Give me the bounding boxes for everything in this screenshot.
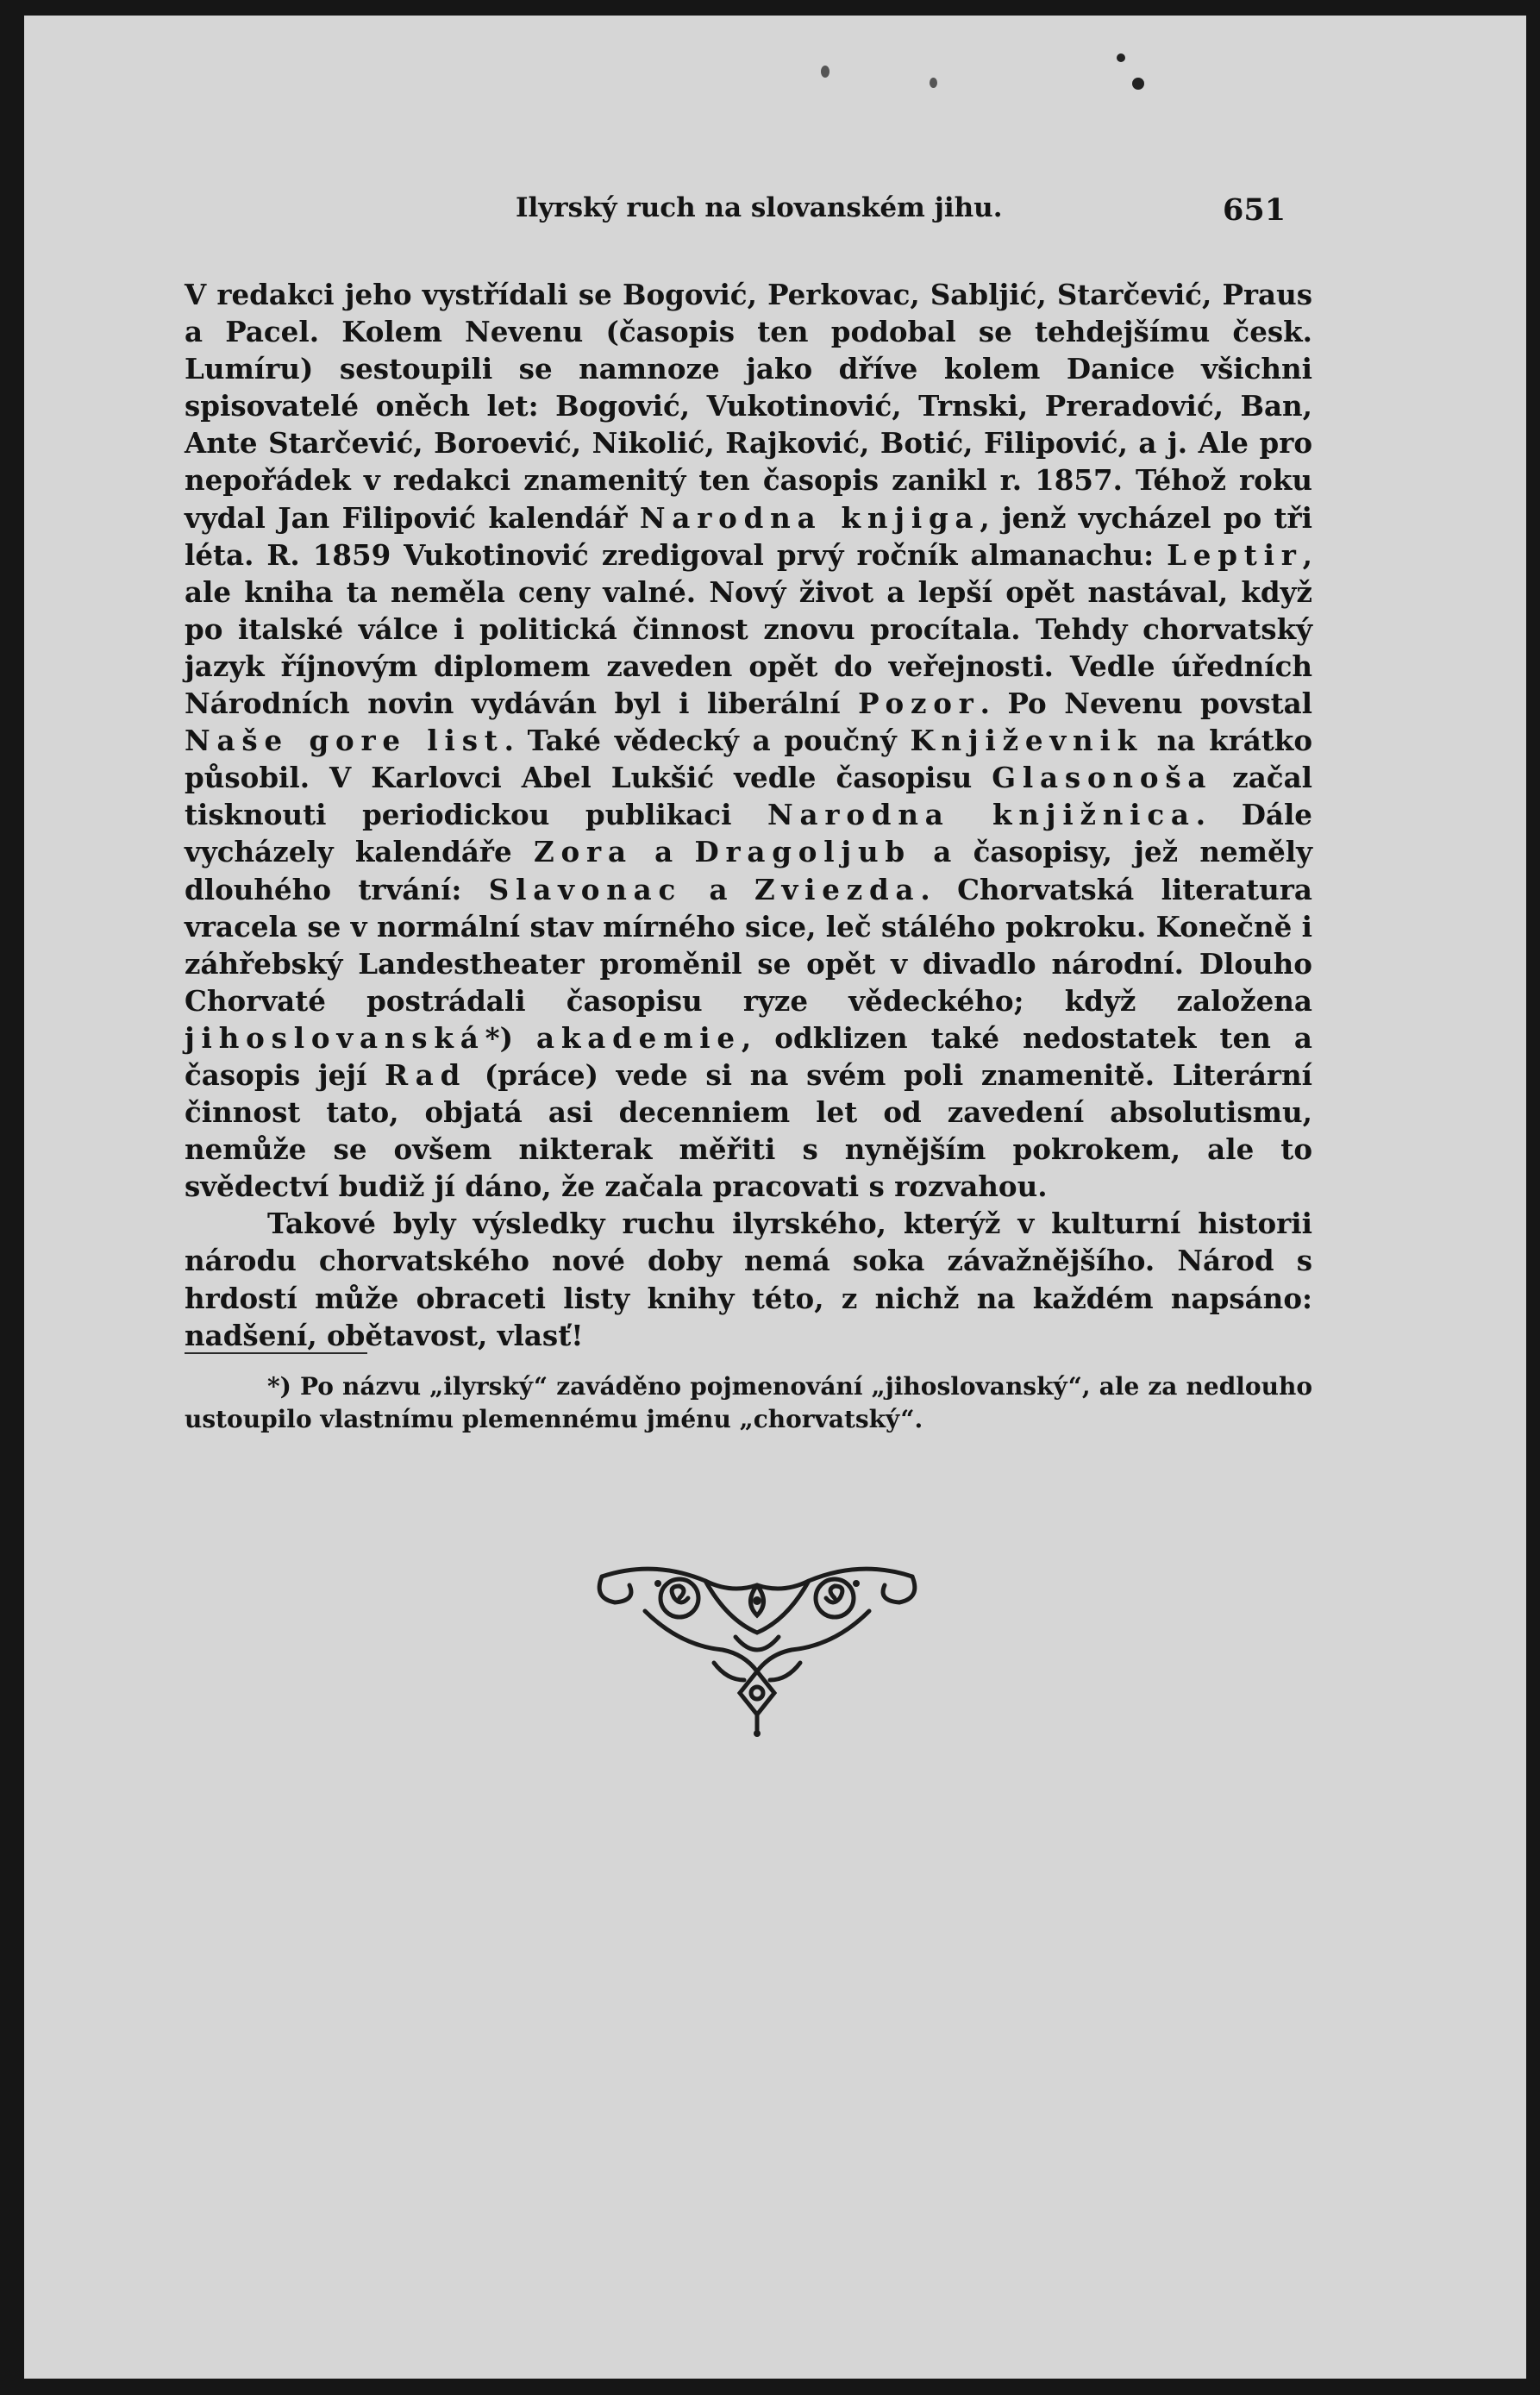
dust-speck [821,66,829,78]
spaced-title: Leptir [1167,537,1303,572]
page-number: 651 [1223,192,1286,228]
spaced-title: Zora [534,835,633,869]
main-text [185,276,1312,1354]
paragraph-1: V redakci jeho vystřídali se Bogović, Perkovac, Sabljić, Starčević, Praus a Pacel. Kolem Nevenu (časopis ten podobal se tehdejšímu česk. Lumíru) sestoupili se namnoze jako dříve kolem Danice všichni spisovatelé oněch let: Bogović, Vukotinović, Trnski, Preradović, Ban, Ante Starčević, Boroević, Nikolić, Rajković, Botić, Filipović, a j. Ale pro nepořádek v redakci znamenitý ten časopis zanikl r. 1857. Téhož roku vydal Jan Filipović kalendář Narodna knjiga, jenž vycházel po tři léta. R. 1859 Vukotinović zredigoval prvý ročník almanachu: Leptir, ale kniha ta neměla ceny valné. Nový život a lepší opět nastával, když po italské válce i politická činnost znovu procítala. Tehdy chorvatský jazyk říjnovým diplomem zaveden opět do veřejnosti. Vedle úředních Národních novin vydáván byl i liberální Pozor. Po Nevenu povstal Naše gore list. Také vědecký a poučný Književnik na krátko působil. V Karlovci Abel Lukšić vedle časopisu Glasonoša začal tisknouti periodickou publikaci Narodna knjižnica. Dále vycházely kalendáře Zora a Dragoljub a časopisy, jež neměly dlouhého trvání: Slavonac a Zviezda. Chorvatská literatura vracela se v normální stav mírného sice, leč stálého pokroku. Konečně i záhřebský Landestheater proměnil se opět v divadlo národní. Dlouho Chorvaté postrádali časopisu ryze vědeckého; když založena jihoslovanská*) akademie, odklizen také nedostatek ten a časopis její Rad (práce) vede si na svém poli znamenitě. Literární činnost tato, objatá asi decenniem let od zavedení absolutismu, nemůže se ovšem nikterak měřiti s nynějším pokrokem, ale to svědectví budiž jí dáno, že začala pracovati s rozvahou. [185,278,1313,1204]
page-header [24,192,1526,235]
spaced-title: Dragoljub [694,835,911,869]
spaced-title: jihoslovanská [185,1020,485,1055]
dust-speck [1117,53,1125,62]
footnote-marker: *) [485,1020,537,1055]
spaced-title: Zviezda [754,872,921,906]
spaced-title: akademie [536,1020,742,1055]
spaced-title: Narodna knjižnica [767,798,1196,832]
dust-speck [930,78,937,88]
spaced-title: Narodna knjiga [639,500,980,535]
spaced-title: Pozor [858,687,980,721]
spaced-title: Glasonoša [992,761,1213,795]
footnote-text: *) Po názvu „ilyrský“ zaváděno pojmenování „jihoslovanský“, ale za nedlouho ustoupilo vlastnímu plemennému jménu „chorvatský“. [185,1372,1312,1433]
spaced-title: Književnik [910,724,1143,758]
spaced-title: Slavonac [488,872,683,906]
ornament-vignette-icon [576,1551,938,1740]
footnote-divider [185,1352,367,1354]
paragraph-2: Takové byly výsledky ruchu ilyrského, kterýž v kulturní historii národu chorvatského nové doby nemá soka závažnějšího. Národ s hrdostí může obraceti listy knihy této, z nichž na každém napsáno: nadšení, obětavost, vlasť! [185,1207,1312,1352]
dust-speck [1132,78,1144,90]
running-title: Ilyrský ruch na slovanském jihu. [516,192,1003,223]
spaced-title: Rad [385,1057,467,1092]
spaced-title: Naše gore list [185,724,504,758]
book-page [24,16,1526,2379]
footnote [185,1370,1312,1436]
